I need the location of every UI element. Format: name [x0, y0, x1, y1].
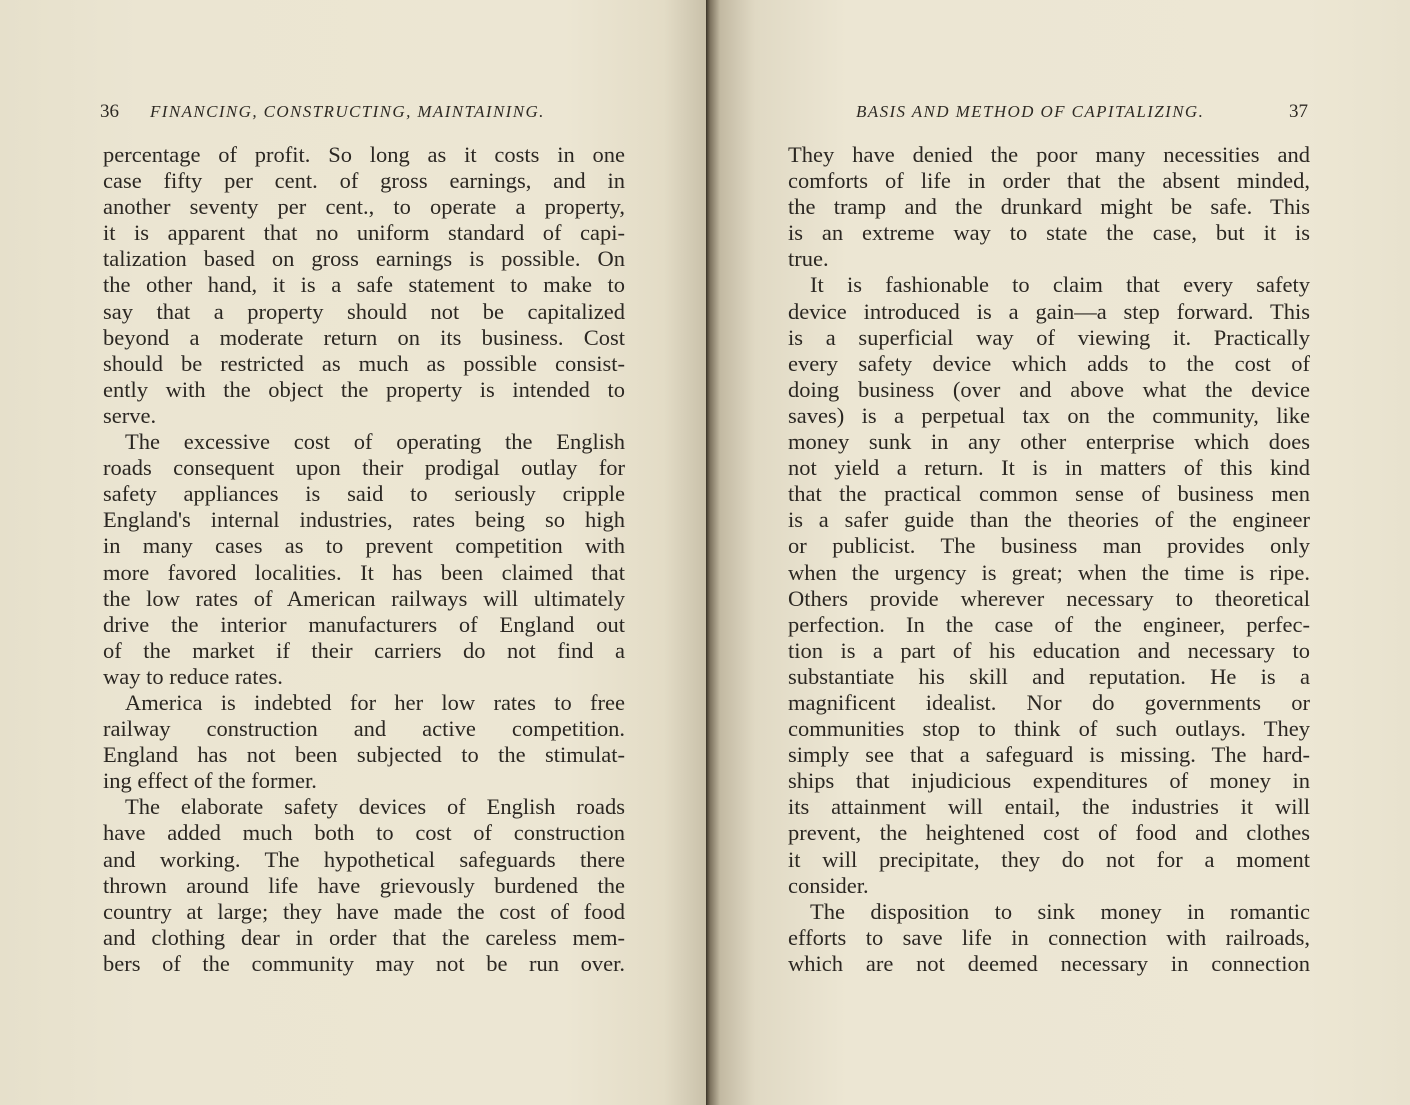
text-line: simply see that a safeguard is missing. The hard- [788, 742, 1310, 768]
text-line: the other hand, it is a safe statement to make to [103, 272, 625, 298]
text-line: talization based on gross earnings is possible. On [103, 246, 625, 272]
text-line: England's internal industries, rates being so high [103, 507, 625, 533]
text-line: The excessive cost of operating the English [125, 429, 625, 455]
left-page-number: 36 [100, 101, 119, 122]
text-line: of the market if their carriers do not find a [103, 637, 625, 663]
text-line: have added much both to cost of construction [103, 820, 625, 846]
text-line: It is fashionable to claim that every safety [810, 272, 1310, 298]
right-page-body [788, 142, 1310, 977]
right-page-number: 37 [1289, 101, 1308, 122]
text-line: tion is a part of his education and necessary to [788, 637, 1310, 663]
text-line: device introduced is a gain—a step forward. This [788, 298, 1310, 324]
text-line: not yield a return. It is in matters of this kind [788, 455, 1310, 481]
text-line: when the urgency is great; when the time is ripe. [788, 559, 1310, 585]
text-line: that the practical common sense of business men [788, 481, 1310, 507]
text-line: communities stop to think of such outlays. They [788, 716, 1310, 742]
text-line: beyond a moderate return on its business. Cost [103, 324, 625, 350]
text-line: it will precipitate, they do not for a moment [788, 846, 1310, 872]
text-line: is an extreme way to state the case, but it is [788, 220, 1310, 246]
text-line: consider. [788, 872, 869, 898]
text-line: perfection. In the case of the engineer, perfec- [788, 611, 1310, 637]
left-page-body [103, 142, 625, 977]
right-running-head: BASIS AND METHOD OF CAPITALIZING. [856, 102, 1205, 121]
text-line: serve. [103, 402, 157, 428]
text-line: saves) is a perpetual tax on the community, like [788, 402, 1310, 428]
text-line: more favored localities. It has been claimed that [103, 559, 625, 585]
text-line: country at large; they have made the cost of food [103, 898, 625, 924]
text-line: its attainment will entail, the industries it will [788, 794, 1310, 820]
text-line: roads consequent upon their prodigal outlay for [103, 455, 625, 481]
text-line: and clothing dear in order that the careless mem- [103, 924, 625, 950]
left-page-header [100, 98, 626, 126]
text-line: is a superficial way of viewing it. Practically [788, 324, 1310, 350]
text-line: America is indebted for her low rates to free [125, 689, 625, 715]
text-line: drive the interior manufacturers of England out [103, 611, 625, 637]
text-line: in many cases as to prevent competition with [103, 533, 625, 559]
text-line: substantiate his skill and reputation. He is a [788, 663, 1310, 689]
text-line: ships that injudicious expenditures of money in [788, 768, 1310, 794]
text-line: They have denied the poor many necessities and [788, 142, 1310, 167]
text-line: and working. The hypothetical safeguards there [103, 846, 625, 872]
text-line: the low rates of American railways will ultimately [103, 585, 625, 611]
text-line: Others provide wherever necessary to theoretical [788, 585, 1310, 611]
text-line: way to reduce rates. [103, 663, 283, 689]
text-line: case fifty per cent. of gross earnings, and in [103, 168, 625, 194]
text-line: every safety device which adds to the cost of [788, 350, 1310, 376]
text-line: another seventy per cent., to operate a property, [103, 194, 625, 220]
text-line: which are not deemed necessary in connection [788, 950, 1310, 976]
text-line: or publicist. The business man provides only [788, 533, 1310, 559]
text-line: railway construction and active competition. [103, 716, 625, 742]
text-line: it is apparent that no uniform standard of capi- [103, 220, 625, 246]
text-line: The elaborate safety devices of English roads [125, 794, 625, 820]
text-line: ing effect of the former. [103, 768, 317, 794]
text-line: say that a property should not be capitalized [103, 298, 625, 324]
text-line: the tramp and the drunkard might be safe. This [788, 194, 1310, 220]
text-line: percentage of profit. So long as it costs in one [103, 142, 625, 167]
right-page [706, 0, 1410, 1105]
text-line: ently with the object the property is intended to [103, 376, 625, 402]
text-line: safety appliances is said to seriously cripple [103, 481, 625, 507]
text-line: efforts to save life in connection with railroads, [788, 924, 1310, 950]
text-line: The disposition to sink money in romantic [810, 898, 1310, 924]
text-line: magnificent idealist. Nor do governments or [788, 689, 1310, 715]
text-line: is a safer guide than the theories of the engineer [788, 507, 1310, 533]
text-line: prevent, the heightened cost of food and clothes [788, 820, 1310, 846]
right-page-header [786, 98, 1308, 126]
text-line: money sunk in any other enterprise which does [788, 429, 1310, 455]
text-line: England has not been subjected to the stimulat- [103, 742, 625, 768]
text-line: thrown around life have grievously burdened the [103, 872, 625, 898]
left-running-head: FINANCING, CONSTRUCTING, MAINTAINING. [150, 102, 545, 121]
text-line: should be restricted as much as possible consist- [103, 350, 625, 376]
text-line: doing business (over and above what the device [788, 376, 1310, 402]
text-line: true. [788, 246, 829, 272]
text-line: bers of the community may not be run over. [103, 950, 625, 976]
text-line: comforts of life in order that the absent minded, [788, 168, 1310, 194]
